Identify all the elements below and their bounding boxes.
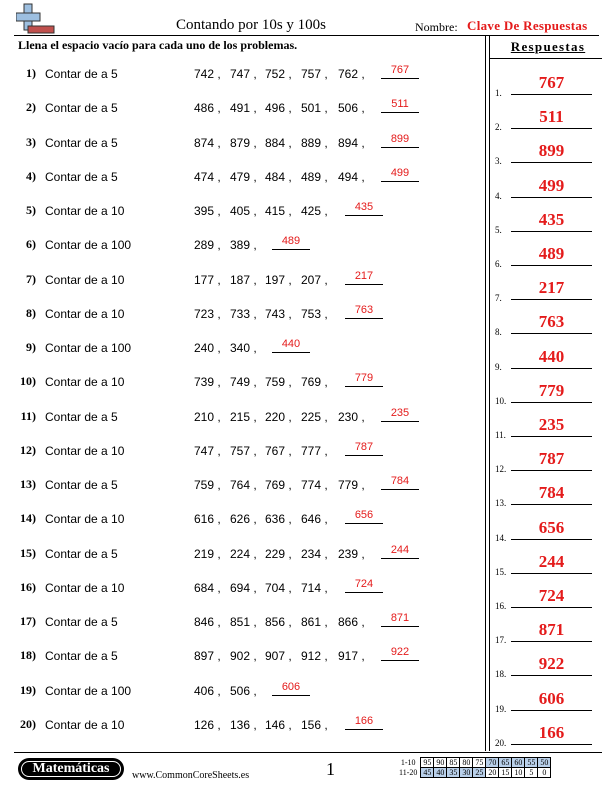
sequence-value: 177 , [194,272,221,287]
problem-label: Contar de a 5 [45,169,118,184]
answer-key-value[interactable]: 767 [538,73,565,92]
answer-blank[interactable]: 724 [345,578,383,593]
problem-number: 7) [26,271,36,286]
sequence-value: 769 , [265,478,292,492]
score-cell: 10 [512,768,525,778]
problem-number: 11) [20,408,36,423]
problem-row [0,337,480,359]
score-row [397,758,551,768]
answer-key-row [493,515,603,543]
score-cell: 5 [525,768,538,778]
answer-blank[interactable]: 787 [345,441,383,456]
answer-key-value[interactable]: 784 [538,483,565,503]
sequence-value: 187 , [230,272,257,287]
sequence-value: 747 , [194,443,221,458]
problem-label: Contar de a 10 [45,717,125,732]
sequence-value: 742 , [194,67,221,81]
answer-key-value[interactable]: 656 [538,517,565,537]
problem-number: 9) [26,340,36,354]
score-row [397,768,551,778]
problem-label: Contar de a 10 [45,375,125,390]
sequence-value: 747 , [230,67,257,81]
problem-row [0,269,480,291]
problem-label: Contar de a 100 [45,341,132,355]
score-cell: 45 [421,768,434,778]
sequence-value: 762 , [338,67,365,81]
answer-key-value[interactable]: 217 [538,278,565,298]
sequence-value: 340 , [230,341,257,355]
problem-number: 4) [26,168,36,183]
instructions: Llena el espacio vacío para cada uno de los problemas. [18,38,298,52]
answer-key-line [511,197,592,198]
problem-label: Contar de a 100 [45,683,132,698]
name-value: Clave De Respuestas [467,18,588,33]
problem-number: 15) [20,545,36,560]
answer-key-row [493,309,603,337]
answer-blank[interactable]: 244 [381,544,419,559]
sequence-value: 484 , [265,169,292,184]
sequence-value: 224 , [230,546,257,561]
problem-label: Contar de a 5 [45,546,118,561]
answer-blank[interactable]: 779 [345,372,383,387]
score-cell: 0 [538,768,551,778]
problem-row [0,440,480,462]
problem-number: 3) [26,134,36,149]
score-cell: 70 [486,758,499,768]
answer-key-line [511,368,592,369]
problem-label: Contar de a 5 [45,67,118,81]
answer-key-number: 5. [495,224,502,235]
sequence-value: 897 , [194,649,221,664]
answer-key-value[interactable]: 871 [538,620,565,640]
problem-row [0,577,480,599]
answer-key-number: 18. [495,669,507,680]
score-cell: 90 [434,758,447,768]
sequence-value: 146 , [265,717,292,732]
score-cell: 15 [499,768,512,778]
sequence-value: 743 , [265,306,292,321]
answer-key-value[interactable]: 166 [538,722,565,742]
answer-key-number: 2. [495,122,502,133]
answers-title: Respuestas [510,39,586,54]
problem-row [0,508,480,530]
answer-key-line [511,265,592,266]
sequence-value: 694 , [230,580,257,595]
sequence-value: 234 , [301,546,328,561]
sequence-value: 907 , [265,649,292,664]
sequence-value: 156 , [301,717,328,732]
answer-key-line [511,744,592,745]
answer-key-line [511,162,592,163]
answer-key-value[interactable]: 899 [538,141,565,161]
score-cell: 85 [447,758,460,768]
answer-key-number: 10. [495,395,507,406]
problem-label: Contar de a 100 [45,238,132,253]
sequence-value: 126 , [194,717,221,732]
answer-key-line [511,436,592,437]
problem-row [0,680,480,702]
problem-number: 8) [26,305,36,320]
answer-blank[interactable]: 217 [345,270,383,285]
answer-blank[interactable]: 511 [381,98,419,113]
problem-row [0,371,480,393]
problem-number: 5) [26,203,36,217]
sequence-value: 879 , [230,135,257,150]
answer-key-row [493,686,603,714]
sequence-value: 479 , [230,169,257,184]
answer-key-row [493,241,603,269]
answer-key-row [493,173,603,201]
score-cell: 35 [447,768,460,778]
answer-key-row [493,720,603,748]
sequence-value: 395 , [194,204,221,218]
problem-number: 14) [20,511,36,526]
sequence-value: 739 , [194,375,221,390]
answer-key-row [493,651,603,679]
problem-row [0,645,480,667]
sequence-value: 215 , [230,409,257,424]
answer-key-value[interactable]: 489 [538,244,565,263]
score-cell: 25 [473,768,486,778]
problem-number: 10) [20,374,36,389]
sequence-value: 851 , [230,615,257,629]
sequence-value: 506 , [338,101,365,116]
answer-key-row [493,378,603,406]
answer-key-number: 1. [495,88,502,98]
answer-key-value[interactable]: 724 [538,586,565,605]
answer-key-line [511,128,592,129]
footer-url: www.CommonCoreSheets.es [132,770,250,781]
answer-key-line [511,504,592,505]
sequence-value: 861 , [301,615,328,629]
sequence-value: 759 , [194,478,221,492]
problem-number: 13) [20,477,36,491]
problem-number: 1) [26,66,36,80]
problem-number: 2) [26,100,36,115]
problem-label: Contar de a 10 [45,580,125,595]
answer-key-line [511,641,592,642]
sequence-value: 889 , [301,135,328,150]
answer-blank[interactable]: 606 [272,681,310,696]
answer-blank[interactable]: 922 [381,646,419,661]
sequence-value: 220 , [265,409,292,424]
answer-key-number: 20. [495,737,507,748]
problem-label: Contar de a 5 [45,135,118,150]
score-cell: 60 [512,758,525,768]
sequence-value: 636 , [265,512,292,527]
sequence-value: 389 , [230,238,257,253]
sequence-value: 764 , [230,478,257,492]
problem-label: Contar de a 10 [45,272,125,287]
answer-blank[interactable]: 656 [345,509,383,524]
sequence-value: 506 , [230,683,257,698]
sequence-value: 486 , [194,101,221,116]
answer-key-value[interactable]: 763 [538,312,565,332]
answer-key-row [493,412,603,440]
answer-key-line [511,573,592,574]
problem-label: Contar de a 5 [45,649,118,664]
sequence-value: 917 , [338,649,365,664]
answer-key-row [493,275,603,303]
problem-number: 12) [20,442,36,457]
sequence-value: 759 , [265,375,292,390]
sequence-value: 902 , [230,649,257,664]
answer-key-number: 14. [495,532,507,543]
answer-blank[interactable]: 440 [272,338,310,353]
answer-key-value[interactable]: 435 [538,209,565,229]
answer-key-number: 9. [495,361,502,372]
answer-key-number: 13. [495,498,507,509]
answer-key-line [511,333,592,334]
sequence-value: 777 , [301,443,328,458]
sequence-value: 884 , [265,135,292,150]
sequence-value: 684 , [194,580,221,595]
answer-key-number: 12. [495,464,507,475]
header-rule [14,35,599,36]
sequence-value: 405 , [230,204,257,218]
problem-label: Contar de a 10 [45,204,125,218]
answer-blank[interactable]: 499 [381,167,419,182]
sequence-value: 210 , [194,409,221,424]
answer-key-line [511,675,592,676]
sequence-value: 646 , [301,512,328,527]
answer-key-row [493,617,603,645]
sequence-value: 846 , [194,615,221,629]
sequence-value: 752 , [265,67,292,81]
problem-row [0,406,480,428]
problem-number: 20) [20,716,36,731]
sequence-value: 207 , [301,272,328,287]
sequence-value: 769 , [301,375,328,390]
sequence-value: 723 , [194,306,221,321]
answer-key-line [511,539,592,540]
sequence-value: 425 , [301,204,328,218]
answer-blank[interactable]: 871 [381,612,419,627]
problem-row [0,543,480,565]
problem-label: Contar de a 5 [45,409,118,424]
sequence-value: 225 , [301,409,328,424]
answer-key-value[interactable]: 779 [538,380,565,400]
score-cell: 80 [460,758,473,768]
score-row-label: 1-10 [400,758,416,767]
page-title: Contando por 10s y 100s [176,17,326,33]
divider-right [489,36,490,751]
problem-row [0,234,480,256]
sequence-value: 616 , [194,512,221,527]
problem-row [0,166,480,188]
answer-key-number: 3. [495,156,502,167]
sequence-value: 415 , [265,204,292,218]
answer-blank[interactable]: 899 [381,133,419,148]
sequence-value: 749 , [230,375,257,390]
sequence-value: 894 , [338,135,365,150]
sequence-value: 704 , [265,580,292,595]
answer-key-row [493,549,603,577]
answer-key-row [493,344,603,372]
sequence-value: 757 , [301,67,328,81]
page-number: 1 [326,759,335,779]
problem-row [0,474,480,496]
sequence-value: 494 , [338,169,365,184]
answer-key-value[interactable]: 922 [538,654,565,674]
brand-label: Matemáticas [21,761,121,777]
sequence-value: 491 , [230,101,257,116]
sequence-value: 229 , [265,546,292,561]
problem-number: 6) [26,237,36,252]
answer-key-value[interactable]: 235 [538,415,565,434]
sequence-value: 197 , [265,272,292,287]
sequence-value: 757 , [230,443,257,458]
answer-blank[interactable]: 763 [345,304,383,319]
sequence-value: 496 , [265,101,292,116]
sequence-value: 136 , [230,717,257,732]
score-cell: 40 [434,768,447,778]
problem-label: Contar de a 10 [45,512,125,527]
answer-key-row [493,480,603,508]
score-row-label: 11-20 [399,768,418,777]
answers-title-rule [490,58,602,59]
answer-key-value[interactable]: 499 [538,175,565,195]
sequence-value: 874 , [194,135,221,150]
answer-key-number: 4. [495,190,502,201]
answer-key-row [493,207,603,235]
score-cell: 65 [499,758,512,768]
sequence-value: 774 , [301,478,328,492]
answer-blank[interactable]: 784 [381,475,419,490]
score-cell: 30 [460,768,473,778]
answer-blank[interactable]: 489 [272,235,310,250]
answer-key-line [511,470,592,471]
answer-key-number: 11. [495,430,506,440]
problem-number: 19) [20,682,36,697]
answer-key-row [493,583,603,611]
sequence-value: 289 , [194,238,221,253]
problem-row [0,132,480,154]
problem-row [0,63,480,85]
answer-key-line [511,710,592,711]
answer-key-number: 19. [495,703,507,714]
sequence-value: 501 , [301,101,328,116]
answer-key-line [511,607,592,608]
answer-blank[interactable]: 435 [345,201,383,216]
problem-row [0,303,480,325]
brand-badge [18,758,124,780]
answer-key-value[interactable]: 511 [539,107,564,127]
sequence-value: 239 , [338,546,365,561]
sequence-value: 733 , [230,306,257,321]
problem-label: Contar de a 10 [45,443,125,458]
answer-key-row [493,70,603,98]
score-cell: 75 [473,758,486,768]
problem-label: Contar de a 10 [45,306,125,321]
answer-key-number: 8. [495,327,502,338]
answer-blank[interactable]: 767 [381,64,419,79]
answer-key-value[interactable]: 440 [538,346,565,366]
sequence-value: 856 , [265,615,292,629]
answer-key-value[interactable]: 606 [538,688,565,708]
sequence-value: 767 , [265,443,292,458]
answer-key-line [511,402,592,403]
sequence-value: 489 , [301,169,328,184]
answer-key-number: 7. [495,293,502,304]
score-table [397,757,551,778]
answer-key-row [493,104,603,132]
answer-blank[interactable]: 166 [345,715,383,730]
sequence-value: 714 , [301,580,328,595]
sequence-value: 626 , [230,512,257,527]
answer-blank[interactable]: 235 [381,407,419,422]
divider-left [485,36,486,751]
score-cell: 50 [538,758,551,768]
sequence-value: 866 , [338,615,365,629]
problem-row [0,200,480,222]
problem-label: Contar de a 5 [45,101,118,116]
answer-key-number: 16. [495,601,507,611]
sequence-value: 912 , [301,649,328,664]
problem-number: 16) [20,579,36,594]
problem-row [0,714,480,736]
answer-key-number: 15. [495,566,507,577]
answer-key-value[interactable]: 787 [538,449,565,469]
math-cross-logo [16,2,56,36]
score-cell: 95 [421,758,434,768]
sequence-value: 219 , [194,546,221,561]
footer-rule [14,752,602,753]
answer-key-number: 6. [495,259,502,269]
problem-number: 17) [20,614,36,628]
problem-number: 18) [20,648,36,663]
problem-label: Contar de a 5 [45,615,118,629]
sequence-value: 406 , [194,683,221,698]
sequence-value: 474 , [194,169,221,184]
sequence-value: 240 , [194,341,221,355]
score-cell: 20 [486,768,499,778]
answer-key-row [493,138,603,166]
problem-row [0,97,480,119]
answer-key-line [511,231,592,232]
sequence-value: 753 , [301,306,328,321]
answer-key-line [511,94,592,95]
name-label: Nombre: [415,20,458,34]
score-cell: 55 [525,758,538,768]
answer-key-number: 17. [495,635,507,646]
sequence-value: 230 , [338,409,365,424]
answer-key-row [493,446,603,474]
sequence-value: 779 , [338,478,365,492]
answer-key-line [511,299,592,300]
answer-key-value[interactable]: 244 [538,551,565,571]
problem-label: Contar de a 5 [45,478,118,492]
problem-row [0,611,480,633]
